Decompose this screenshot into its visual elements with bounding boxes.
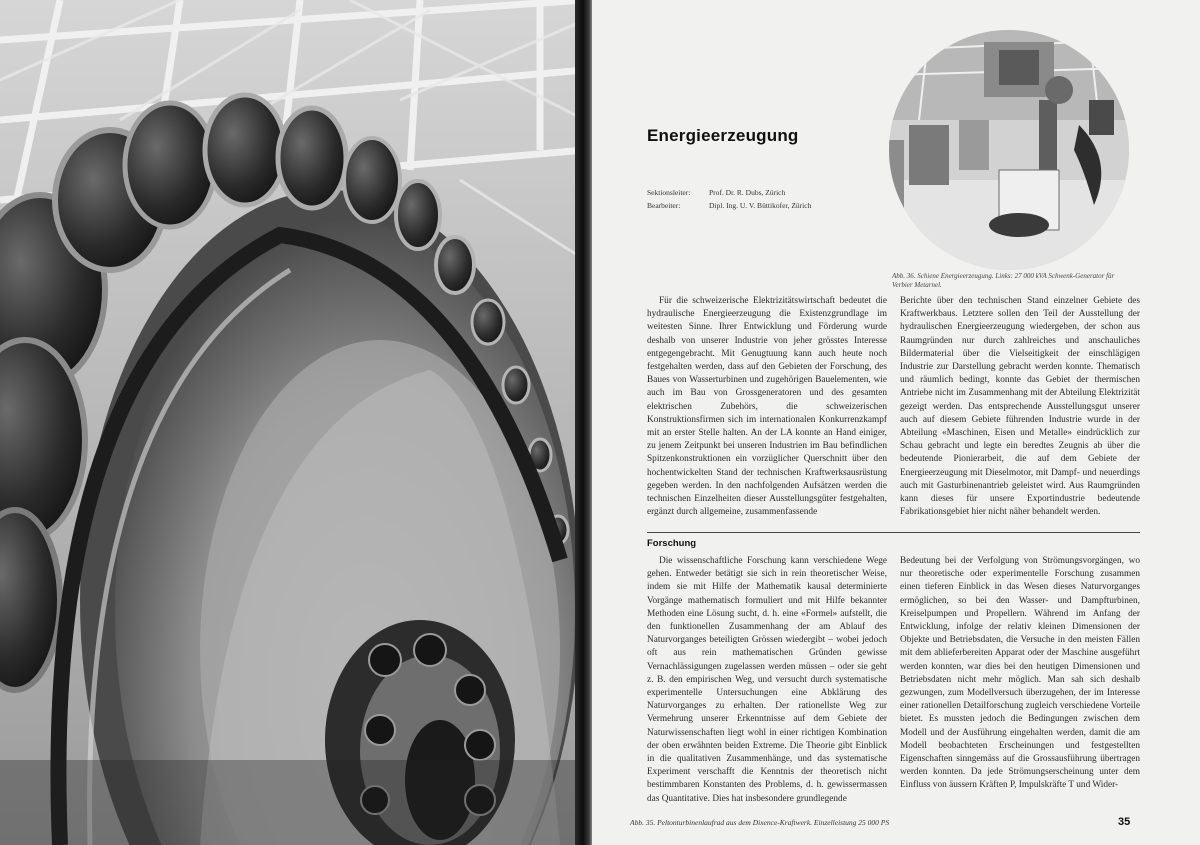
text-page <box>592 0 1200 845</box>
credit-role: Sektionsleiter: <box>647 188 691 197</box>
paragraph: Berichte über den technischen Stand einzelner Gebiete des Kraftwerkbaus. Letztere sollen den Teil der Ausstellung der hydraulischen Energieerzeugung wiedergeben, der schon aus Raumgründen nur durch zahlreiches und anschauliches Bildermaterial über die Vielseitigkeit der einschlägigen Industrie zur Darstellung gebracht werden konnte. Thematisch und räumlich bedingt, konnte das Gebiet der thermischen Antriebe nicht im Zusammenhang mit der Abteilung Elektrizität gezeigt werden. Das entsprechende Ausstellungsgut unserer auch auf diesem Gebiete führenden Industrie wurde in der Abteilung «Maschinen, Eisen und Metalle» eindrücklich zur Schau gebracht und legte ein beredtes Zeugnis ab über die bedeutende Pionierarbeit, die auf dem Gebiete der Energieerzeugung mit Dieselmotor, mit Dampf- und neuerdings auch mit Gasturbinenantrieb geleistet wird. Aus Raumgründen kann dieses für unsere Exportindustrie bedeutende Fabrikationsgebiet hier nicht näher behandelt werden. <box>900 296 1140 518</box>
paragraph: Für die schweizerische Elektrizitätswirtschaft bedeutet die hydraulische Energieerzeugung die Existenzgrundlage im weitesten Sinne. Ihrer Entwicklung und Förderung wurde deshalb von unserer Industrie von jeher grösstes Interesse entgegengebracht. Mit Genugtuung kann auch heute noch festgehalten werden, dass auf den Gebieten der Forschung, des Baues von Wasserturbinen und zugehörigen Bauelementen, wie auch im Bau von Grossgeneratoren und des gesamten elektrischen Zubehörs, die schweizerischen Konstruktionsfirmen sich im internationalen Konkurrenzkampf mit an erster Stelle halten. An der LA konnte an Hand einiger, zu jenem Zeitpunkt bei unseren Industrien im Bau befindlichen Spitzenkonstruktionen ein vorzüglicher Querschnitt über den hochentwickelten Stand der technischen Kraftwerksausrüstung gegeben werden. In den nachfolgenden Aufsätzen werden die technischen Einzelheiten dieser Ausstellungsgüter festgehalten, ergänzt durch allgemeine, zusammenfassende <box>647 296 887 518</box>
credit-role: Bearbeiter: <box>647 201 681 210</box>
subheading: Forschung <box>647 538 697 549</box>
credit-name: Dipl. Ing. U. V. Büttikofer, Zürich <box>709 201 812 210</box>
research-column-right <box>900 555 1140 793</box>
paragraph: Bedeutung bei der Verfolgung von Strömungsvorgängen, wo nur theoretische oder experimentelle Forschung zusammen einen tieferen Einblick in das Wesen dieses Naturvorganges ermöglichen, so bei den Wasser- und Dampfturbinen, Kreiselpumpen und Propellern. Während im Anfang der Entwicklung, infolge der relativ kleinen Dimensionen der Objekte und Betriebsdaten, die Versuche in den meisten Fällen mit dem ablieferbereiten Apparat oder der Maschine ausgeführt werden konnten, war dies bei den heutigen Dimensionen und Betriebsdaten nicht mehr möglich. Man sah sich deshalb gezwungen, zum Modellversuch überzugehen, der im Interesse einer rationellen Detailforschung zugleich verschiedene Vorteile bietet. Es mussten jedoch die Bedingungen zwischen dem Modell und der Ausführung eingehalten werden, damit die am Modell beobachteten Erscheinungen und festgestellten Eigenschaften sinngemäss auf die Grossausführung übertragen werden konnten. Da jede Strömungserscheinung unter dem Einfluss von äussern Kräften P, Impulskräfte T und Wider- <box>900 556 1140 791</box>
section-divider <box>647 532 1140 533</box>
page-number: 35 <box>1118 816 1131 828</box>
research-column-left <box>647 555 887 806</box>
exhibition-hall-illustration <box>889 30 1129 270</box>
figure-caption: Abb. 35. Peltonturbinenlaufrad aus dem Dixence-Kraftwerk. Einzelleistung 25 000 PS <box>630 818 890 827</box>
credits <box>647 186 811 212</box>
intro-column-left <box>647 295 887 519</box>
pelton-wheel-illustration <box>0 0 585 845</box>
credit-name: Prof. Dr. R. Dubs, Zürich <box>709 188 786 197</box>
credit-row <box>647 186 811 199</box>
section-title: Energieerzeugung <box>647 126 799 145</box>
turbine-photo <box>0 0 585 845</box>
paragraph: Die wissenschaftliche Forschung kann verschiedene Wege gehen. Entweder betätigt sie sich in rein theoretischer Weise, indem sie mit Hilfe der Mathematik kausal determinierte Vorgänge mathematisch formuliert und mit Hilfe bekannter Methoden eine Lösung sucht, d. h. eine «Formel» aufstellt, die den funktionellen Zusammenhang der am Ablauf des Naturvorganges beteiligten Grössen wiedergibt – wobei jedoch oft aus rein mathematischen Gründen gewisse Vernachlässigungen zugelassen werden müssen – oder sie geht z. B. den empirischen Weg, und versucht durch systematische experimentelle Untersuchungen eine Abklärung des Naturvorganges zu erhalten. Der rationellste Weg zur Vermehrung unserer Erkenntnisse auf dem Gebiete der Naturwissenschaften liegt wohl in einer richtigen Kombination der oben erwähnten beiden Extreme. Die Theorie gibt Einblick in die qualitativen Zusammenhänge, und das systematische Experiment verschafft die Kenntnis der theoretisch nicht bestimmbaren Konstanten des Problems, d. h. gewissermassen das Quantitative. Dies hat insbesondere grundlegende <box>647 556 887 804</box>
generator-photo <box>889 30 1129 270</box>
credit-row <box>647 199 811 212</box>
photo-caption: Abb. 36. Schiene Energieerzeugung. Links: 27 000 kVA Schwenk-Generator für Verbier Metarnel. <box>892 272 1115 289</box>
intro-column-right <box>900 295 1140 519</box>
